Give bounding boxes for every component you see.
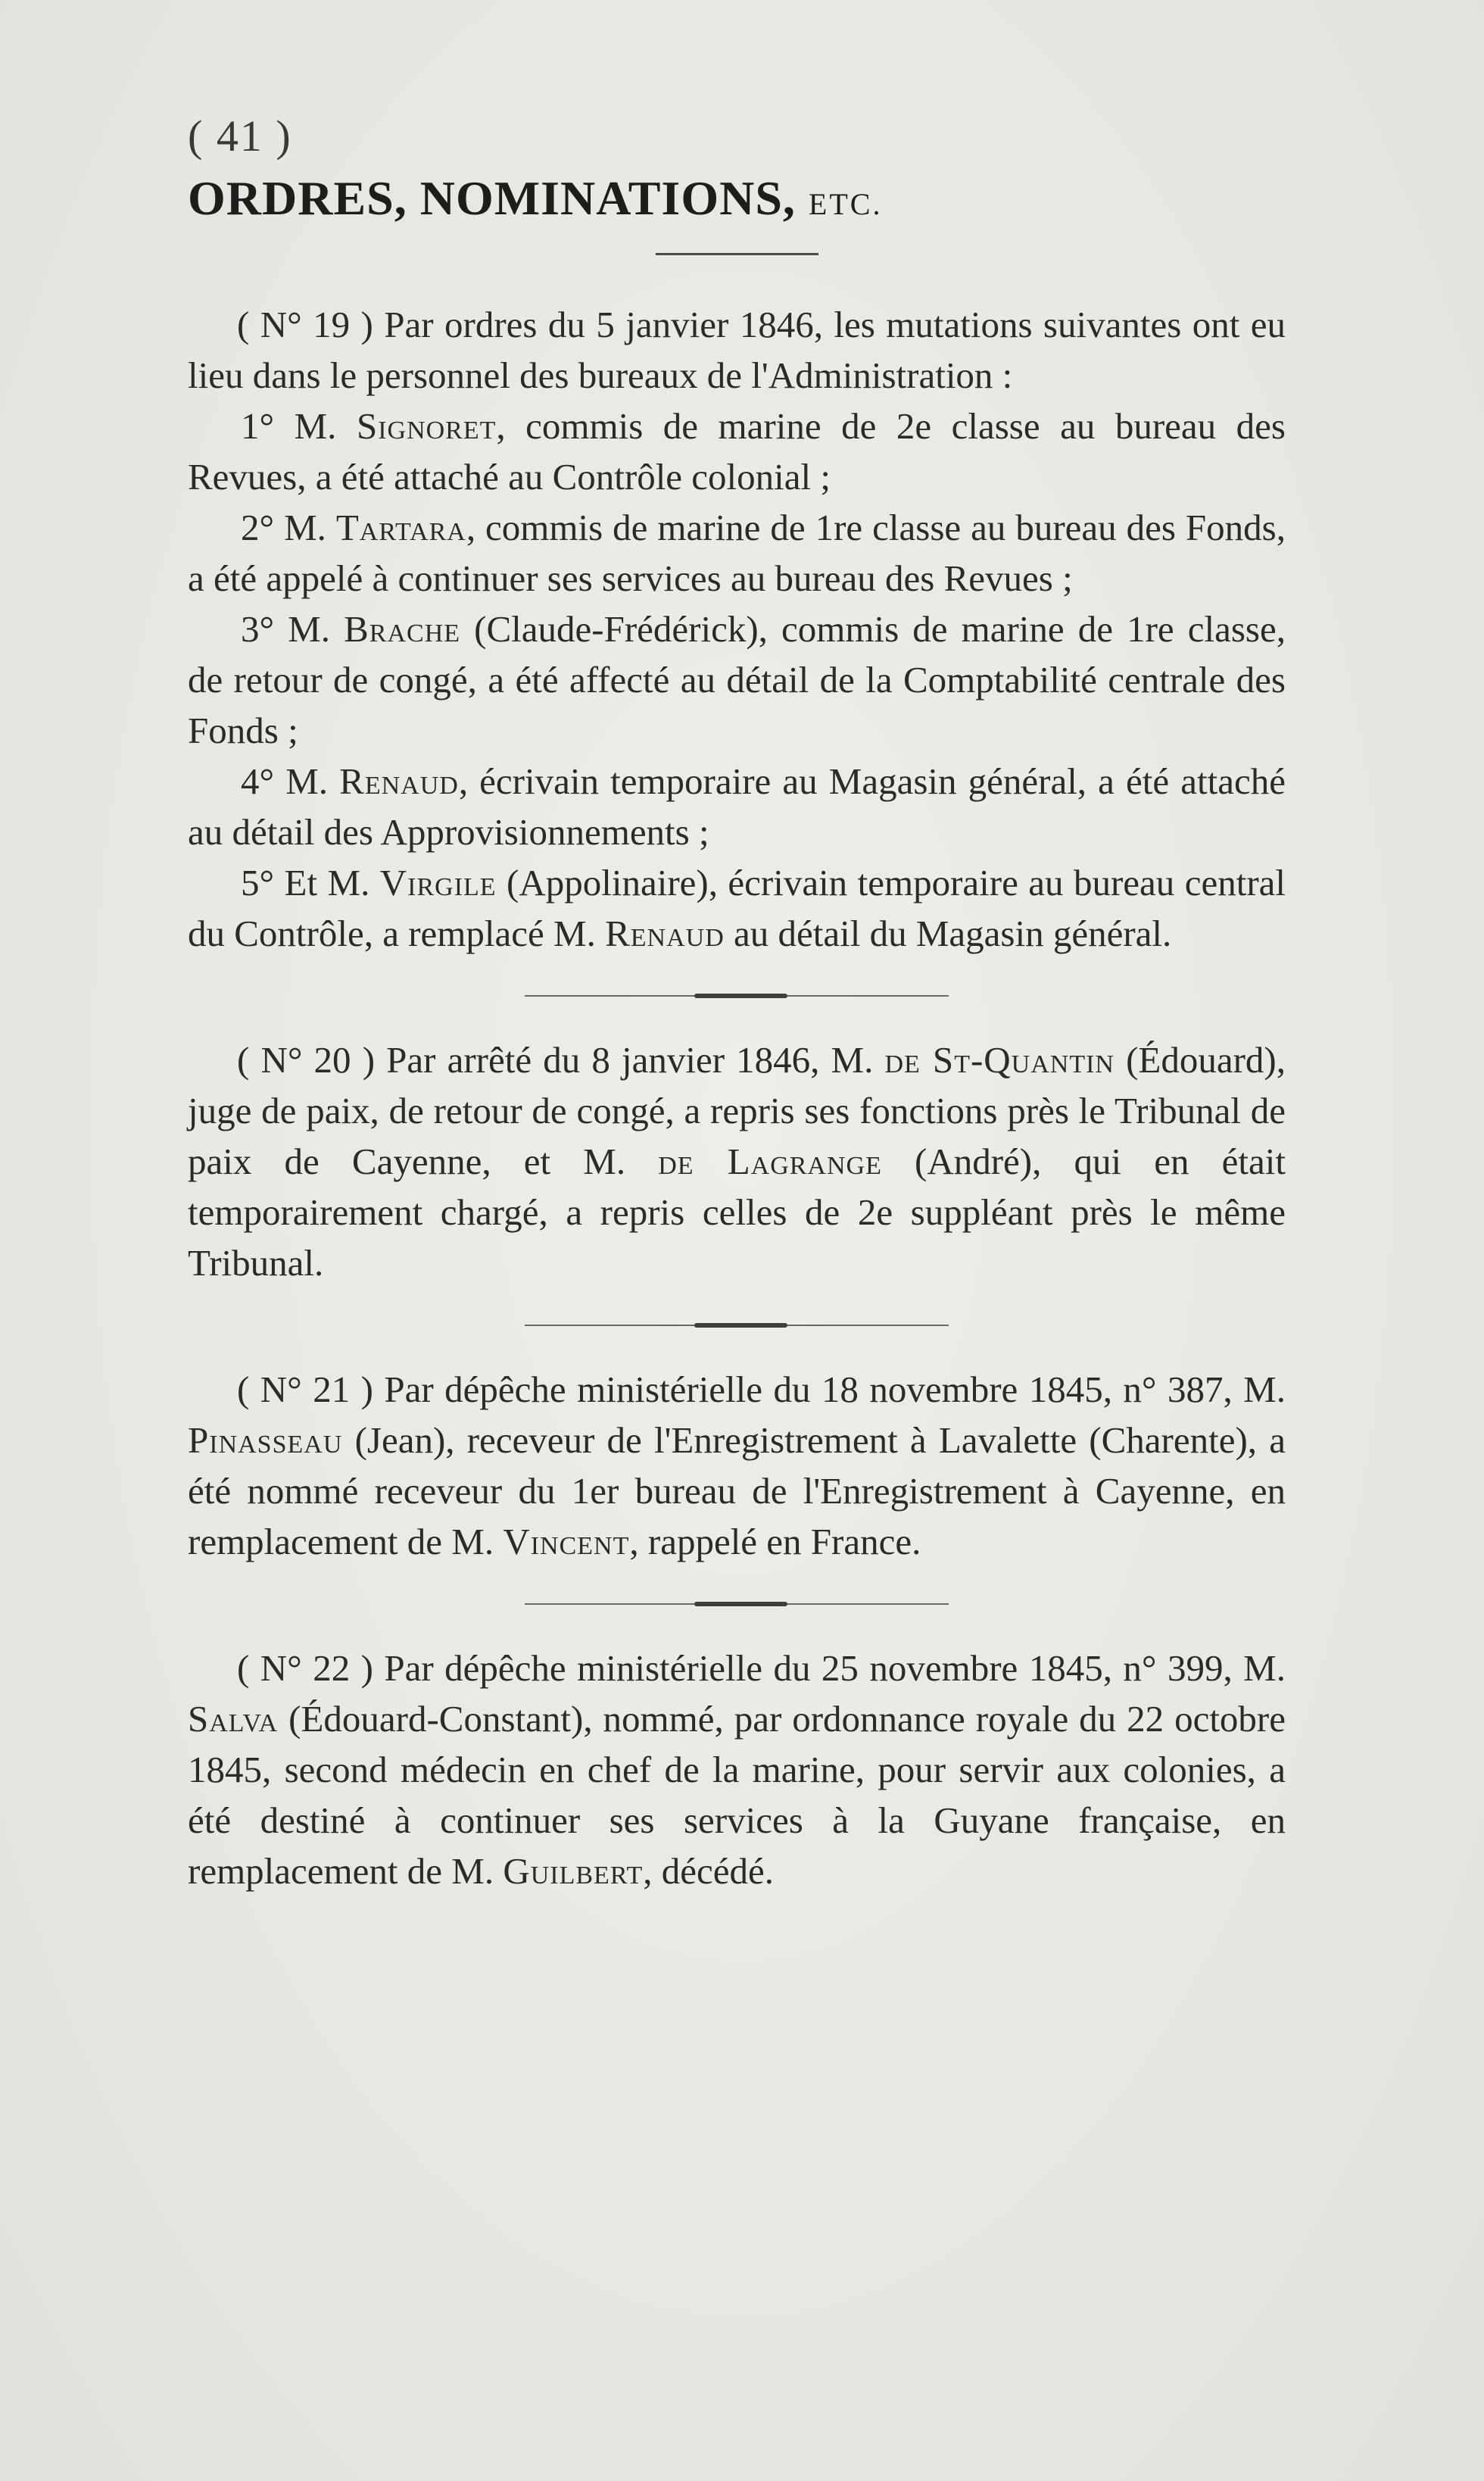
section-22-name-2: Guilbert xyxy=(503,1850,644,1892)
section-divider xyxy=(525,994,949,998)
item-5-text2: au détail du Magasin général. xyxy=(724,913,1172,954)
section-20-name-1: de St-Quantin xyxy=(884,1039,1115,1081)
section-21-text-3: , rappelé en France. xyxy=(629,1521,921,1562)
section-divider xyxy=(525,1602,949,1606)
section-22-text-3: , décédé. xyxy=(643,1850,774,1892)
item-3-text: (Claude-Frédérick), commis de marine de 1re classe, de retour de congé, a été affecté au détail de la Comptabilité centrale des Fonds ; xyxy=(188,608,1286,751)
item-5-name: Virgile xyxy=(379,862,497,903)
item-1-text: , commis de marine de 2e classe au bureau des Revues, a été attaché au Contrôle colonial ; xyxy=(188,405,1286,498)
item-4-name: Renaud xyxy=(339,760,459,802)
item-3-num: 3° M. xyxy=(241,608,344,650)
heading-rule xyxy=(656,253,818,255)
item-2-name: Tartara xyxy=(335,507,466,548)
section-20 xyxy=(188,1035,1286,1288)
section-21-text-1: Par dépêche ministérielle du 18 novembre 1845, n° 387, M. xyxy=(373,1368,1286,1410)
section-19-item-3 xyxy=(188,604,1286,756)
section-22-name-1: Salva xyxy=(188,1698,279,1740)
item-1-num: 1° M. xyxy=(241,405,357,447)
section-divider xyxy=(525,1323,949,1328)
section-19-intro-text: Par ordres du 5 janvier 1846, les mutations suivantes ont eu lieu dans le personnel des bureaux de l'Administration : xyxy=(188,304,1286,396)
section-22-text-1: Par dépêche ministérielle du 25 novembre 1845, n° 399, M. xyxy=(373,1647,1286,1689)
item-5-num: 5° Et M. xyxy=(241,862,380,903)
section-20-number: ( N° 20 ) xyxy=(237,1039,376,1081)
page-heading xyxy=(188,170,1286,233)
item-3-name: Brache xyxy=(344,608,461,650)
section-21-text-2: (Jean), receveur de l'Enregistrement à Lavalette (Charente), a été nommé receveur du 1er bureau de l'Enregistrement à Cayenne, en remplacement de M. xyxy=(188,1419,1286,1562)
section-20-text-2: (Édouard), juge de paix, de retour de congé, a repris ses fonctions près le Tribunal de paix de Cayenne, et M. xyxy=(188,1039,1286,1182)
heading-main: ORDRES, NOMINATIONS, xyxy=(188,171,809,225)
item-4-num: 4° M. xyxy=(241,760,340,802)
section-19-item-1 xyxy=(188,401,1286,502)
section-21-name-2: Vincent xyxy=(503,1521,630,1562)
section-20-name-2: de Lagrange xyxy=(658,1141,882,1182)
section-21-name-1: Pinasseau xyxy=(188,1419,343,1461)
section-21 xyxy=(188,1364,1286,1567)
section-19-item-4 xyxy=(188,756,1286,857)
item-5-text: (Appolinaire), écrivain temporaire au bureau central du Contrôle, a remplacé M. xyxy=(188,862,1286,954)
section-19-intro xyxy=(188,299,1286,401)
section-20-text-1: Par arrêté du 8 janvier 1846, M. xyxy=(375,1039,885,1081)
section-22-number: ( N° 22 ) xyxy=(237,1647,373,1689)
section-22-text-2: (Édouard-Constant), nommé, par ordonnance royale du 22 octobre 1845, second médecin en chef de la marine, pour servir aux colonies, a été destiné à continuer ses services à la Guyane française, en remplacement de M. xyxy=(188,1698,1286,1892)
item-4-text: , écrivain temporaire au Magasin général, a été attaché au détail des Approvisionnements ; xyxy=(188,760,1286,853)
item-2-text: , commis de marine de 1re classe au bureau des Fonds, a été appelé à continuer ses services au bureau des Revues ; xyxy=(188,507,1286,599)
section-22 xyxy=(188,1643,1286,1896)
item-5-name2: Renaud xyxy=(605,913,725,954)
section-19-item-2 xyxy=(188,502,1286,604)
section-20-text-3: (André), qui en était temporairement chargé, a repris celles de 2e suppléant près le même Tribunal. xyxy=(188,1141,1286,1284)
item-2-num: 2° M. xyxy=(241,507,336,548)
heading-etc: ETC. xyxy=(808,187,883,221)
section-19-number: ( N° 19 ) xyxy=(237,304,373,345)
page-number: ( 41 ) xyxy=(188,111,292,161)
item-1-name: Signoret xyxy=(356,405,497,447)
section-19-item-5 xyxy=(188,857,1286,959)
section-21-number: ( N° 21 ) xyxy=(237,1368,373,1410)
text-column xyxy=(188,111,1286,1896)
